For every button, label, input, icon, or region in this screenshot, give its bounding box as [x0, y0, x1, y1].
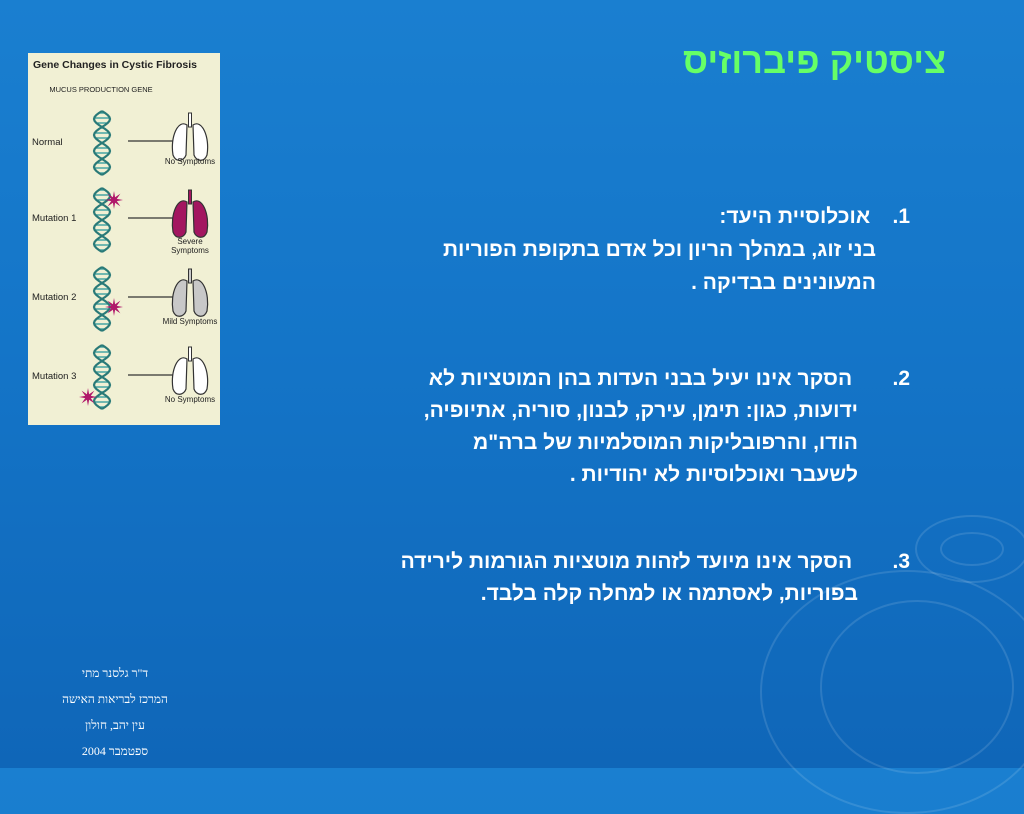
item-line: הודו, והרפובליקות המוסלמיות של ברה"מ: [472, 431, 858, 454]
item-number: 1.: [892, 205, 910, 228]
lung-left-icon: [172, 280, 187, 316]
mutation-star-icon: [105, 298, 123, 316]
footer-line: עין יהב, חולון: [85, 718, 145, 732]
item-number: 3.: [892, 550, 910, 573]
row-label: Normal: [32, 137, 63, 148]
trachea-icon: [189, 347, 192, 361]
footer-line: ספטמבר 2004: [81, 744, 149, 758]
row-caption: No Symptoms: [164, 395, 216, 404]
footer-line: ד"ר גלסנר מתי: [81, 666, 149, 680]
item-line: אוכלוסיית היעד:: [719, 205, 871, 228]
lung-left-icon: [172, 124, 187, 160]
dna-strand: [94, 345, 110, 409]
row-label: Mutation 1: [32, 213, 77, 224]
item-line: הסקר אינו יעיל בבני העדות בהן המוטציות לא: [428, 367, 853, 390]
dna-strand: [94, 267, 110, 331]
lung-right-icon: [193, 124, 208, 160]
footer-line: המרכז לבריאות האישה: [62, 692, 168, 706]
row-caption: No Symptoms: [164, 157, 216, 166]
item-line: הסקר אינו מיועד לזהות מוטציות הגורמות לירידה: [400, 550, 853, 573]
trachea-icon: [189, 269, 192, 283]
lung-left-icon: [172, 201, 187, 237]
dna-strand: [94, 111, 110, 175]
cystic-fibrosis-figure: [28, 53, 220, 425]
author-footer: [20, 660, 210, 764]
figure-title: Gene Changes in Cystic Fibrosis: [33, 59, 197, 71]
dna-strand: [94, 188, 110, 252]
trachea-icon: [189, 113, 192, 127]
lung-right-icon: [193, 201, 208, 237]
figure-subtitle: MUCUS PRODUCTION GENE: [49, 85, 153, 94]
row-label: Mutation 3: [32, 371, 77, 382]
item-line: ידועות, כגון: תימן, עירק, לבנון, סוריה, אתיופיה,: [423, 399, 858, 422]
item-number: 2.: [892, 367, 910, 390]
row-caption: Mild Symptoms: [162, 317, 218, 326]
row-caption: Severe Symptoms: [171, 237, 209, 255]
item-line: בפוריות, לאסתמה או למחלה קלה בלבד.: [480, 582, 858, 605]
mutation-star-icon: [79, 388, 97, 406]
slide-title: ציסטיק פיברוזיס: [682, 40, 946, 81]
row-label: Mutation 2: [32, 292, 77, 303]
trachea-icon: [189, 190, 192, 204]
lung-right-icon: [193, 358, 208, 394]
item-line: לשעבר ואוכלוסיות לא יהודיות .: [569, 463, 858, 486]
item-line: בני זוג, במהלך הריון וכל אדם בתקופת הפוריות: [442, 238, 876, 261]
item-1: [290, 200, 910, 299]
item-2: [290, 363, 910, 491]
lung-left-icon: [172, 358, 187, 394]
mutation-star-icon: [105, 191, 123, 209]
item-3: [290, 546, 910, 610]
lung-right-icon: [193, 280, 208, 316]
item-line: המעונינים בבדיקה .: [691, 271, 876, 294]
